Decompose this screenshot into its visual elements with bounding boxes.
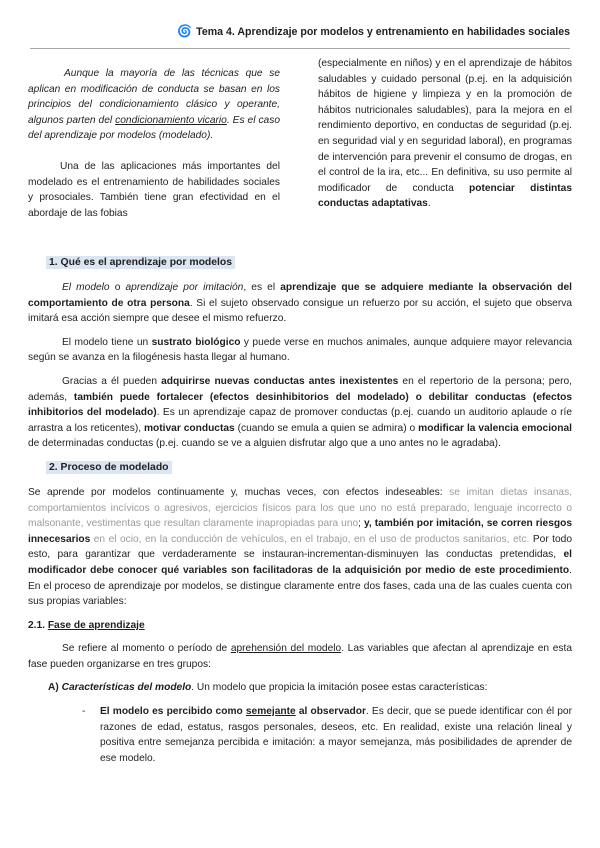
section-1-paragraph-1: El modelo o aprendizaje por imitación, es el aprendizaje que se adquiere mediante la observación del comportamiento de otra persona. Si el sujeto observado consigue un refuerzo por su acción, el sujeto que observa imitará esa acción siempre que desee el mismo refuerzo. [28, 282, 572, 325]
intro-paragraph-continued: (especialmente en niños) y en el aprendizaje de hábitos saludables y cuidado personal (p.ej. en la adquisición hábitos de higiene y limpieza y en la promoción de hábitos nutricionales saludables), para la mejora en el rendimiento deportivo, en conductas de seguridad (p.ej. en seguridad vial y en seguridad laboral), en programas de intervención para prevenir el consumo de drogas, en el control de la ira, etc... En definitiva, su uso permite al modificador de conducta potenciar distintas conductas adaptativas. [318, 58, 572, 210]
main-content [28, 255, 572, 766]
item-a-caracteristicas-modelo: A) Características del modelo. Un modelo que propicia la imitación posee estas características: [48, 682, 488, 694]
section-2-paragraph-1: Se aprende por modelos continuamente y, muchas veces, con efectos indeseables: se imitan dietas insanas, comportamientos incívicos o agresivos, ejercicios físicos para los que uno no está preparado, lenguaje incorrecto o malsonante, vestimentas que resultan claramente inapropiadas para uno; y, también por imitación, se corren riesgos innecesarios en el ocio, en la conducción de vehículos, en el trabajo, en el uso de productos sanitarios, etc. Por todo esto, para garantizar que verdaderamente se instauran-incrementan-disminuyen las conductas pretendidas, el modificador debe conocer qué variables son facilitadoras de la adquisición por medio de este procedimiento. En el proceso de aprendizaje por modelos, se distingue claramente entre dos fases, cada una de las cuales cuenta con sus propias variables: [28, 486, 573, 608]
header-divider [30, 48, 570, 49]
header-title: Tema 4. Aprendizaje por modelos y entrenamiento en habilidades sociales [196, 26, 570, 38]
intro-left-column [28, 66, 280, 221]
spiral-icon: 🌀 [177, 24, 193, 38]
subsection-2-1-heading: 2.1. Fase de aprendizaje [28, 619, 145, 631]
section-1-paragraph-2: El modelo tiene un sustrato biológico y puede verse en muchos animales, aunque adquiere mayor relevancia según se avanza en la filogénesis hasta llegar al humano. [28, 336, 572, 364]
section-1-heading: 1. Qué es el aprendizaje por modelos [46, 255, 572, 271]
subsection-2-1-paragraph: Se refiere al momento o período de aprehensión del modelo. Las variables que afectan al aprendizaje en esta fase pueden organizarse en tres grupos: [28, 643, 572, 670]
page-header [30, 24, 570, 42]
condicionamiento-vicario-term: condicionamiento vicario [115, 114, 227, 126]
section-1-paragraph-3: Gracias a él pueden adquirirse nuevas conductas antes inexistentes en el repertorio de la persona; pero, además, también puede fortalecer (efectos desinhibitorios del modelado) o debilitar conductas (efectos inhibitorios del modelado). Es un aprendizaje capaz de promover conductas (p.ej. cuando un auditorio aplaude o ríe arrastra a los reticentes), motivar conductas (cuando se emula a quien se admira) o modificar la valencia emocional de determinadas conductas (p.ej. cuando se ve a alguien disfrutar algo que a uno antes no le agradaba). [28, 375, 573, 450]
intro-right-column [318, 56, 572, 212]
intro-paragraph-2: Una de las aplicaciones más importantes del modelado es el entrenamiento de habilidades sociales y prosociales. También tiene gran efectividad en el abordaje de las fobias [28, 160, 280, 219]
list-item: - El modelo es percibido como semejante al observador. Es decir, que se puede identificar con él por razones de edad, estatus, rasgos personales, deseos, etc. En realidad, existe una relación lineal y positiva entre semejanza percibida e imitación: a mayor semejanza, más posibilidades de aprender de ese modelo. [82, 706, 572, 764]
section-2-heading: 2. Proceso de modelado [46, 460, 572, 476]
intro-italic-paragraph: Aunque la mayoría de las técnicas que se aplican en modificación de conducta se basan en los principios del condicionamiento clásico y operante, algunos parten del condicionamiento vicario. Es el caso del aprendizaje por modelos (modelado). [28, 68, 280, 142]
